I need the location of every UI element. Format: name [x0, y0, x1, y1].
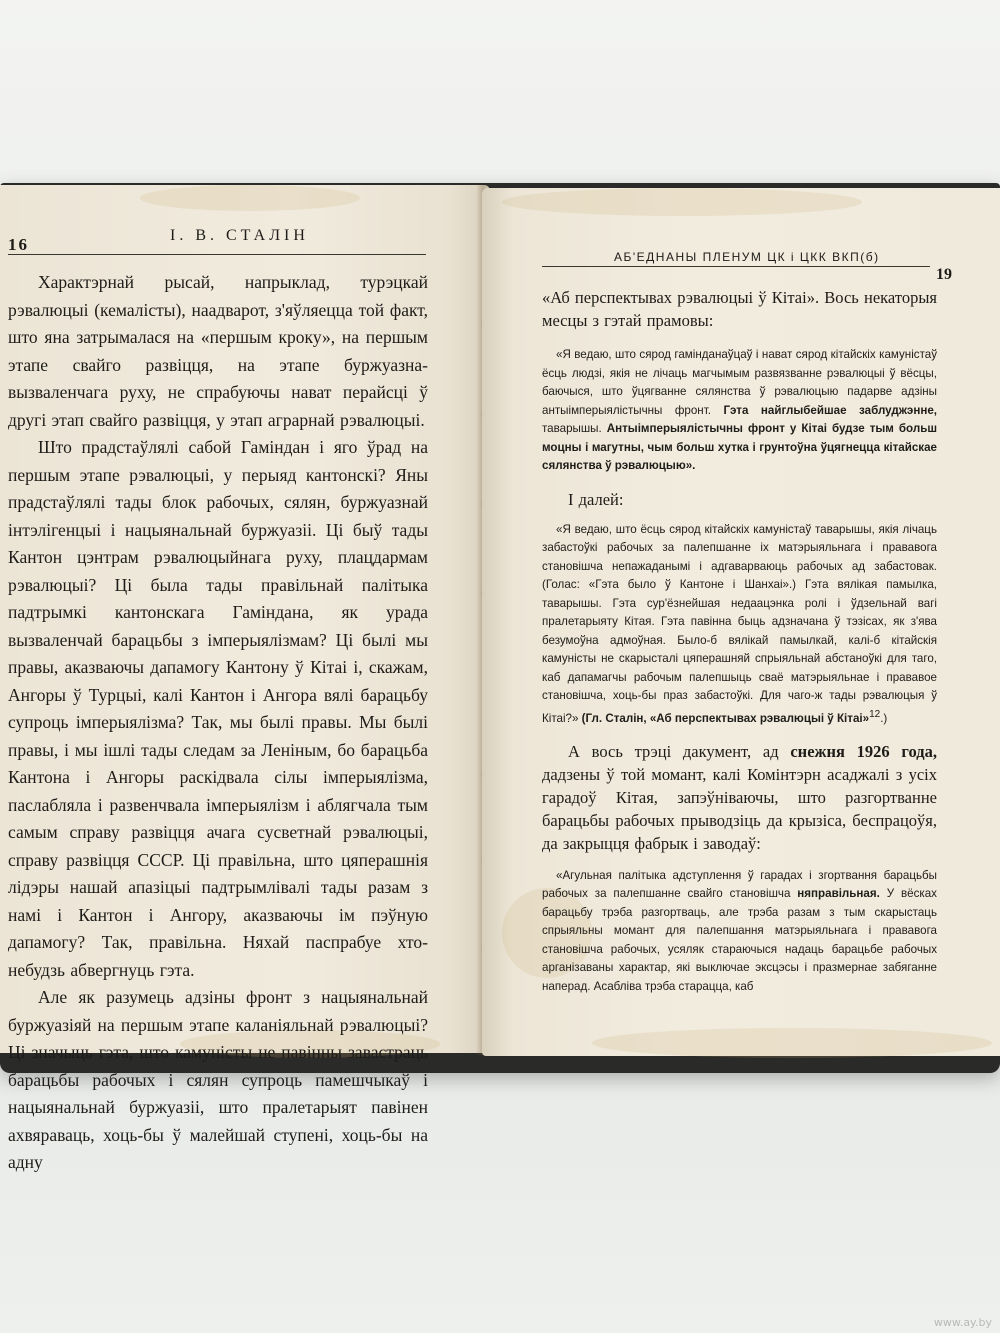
quote-block — [542, 867, 937, 997]
right-page — [482, 188, 1000, 1056]
intro-text: «Аб перспектывах рэвалюцыі ў Кітаі». Вось некаторыя месцы з гэтай прамовы: — [542, 288, 937, 330]
quote-source: (Гл. Сталін, «Аб перспектывах рэвалюцыі ў Кітаі» — [581, 711, 870, 725]
watermark: www.ay.by — [933, 1316, 992, 1329]
paragraph: Але як разумець адзіны фронт з нацыянальнай буржуазіяй на першым этапе каланіяльнай рэвалюцыі? Ці значыць гэта, што камуністы не павінны завастраць барацьбы рабочых і сялян супроць памешчыкаў і нацыянальнай буржуазіі, што пралетарыят павінен ахвяраваць, хоць-бы ў малейшай ступені, хоць-бы на адну — [8, 987, 428, 1172]
quote-text: .) — [880, 711, 888, 725]
left-page — [0, 185, 490, 1172]
paragraph-text: А вось трэці дакумент, ад — [568, 741, 779, 761]
page-stain — [502, 188, 862, 216]
quote-block — [542, 346, 937, 476]
paragraph: Што прадстаўлялі сабой Гаміндан і яго ўрад на першым этапе рэвалюцыі, у перыяд кантонскі? Яны прадстаўлялі тады блок рабочых, сялян, буржуазнай інтэлігенцыі і нацыянальнай буржуазіі. Ці быў тады Кантон цэнтрам рэвалюцыйнага руху, плацдармам рэвалюцыі? Ці была тады правільнай палітыка падтрымкі кантонскага Гаміндана, як урада вызваленчай барацьбы з імперыялізмам? Ці былі мы правы, аказваючы дапамогу Кантону ў Кітаі і, скажам, Ангоры ў Турцыі, калі Кантон і Ангора вялі барацьбу супроць імперыялізма? Так, мы былі правы. Мы былі правы, і мы ішлі тады следам за Леніным, бо барацьба Кантона і Ангоры раскідвала сілы імперыялізма, паслабляла і развенчвала імперыялізм і аблягчала тым самым справу развіцця ачага сусветнай рэвалюцыі, справу развіцця СССР. Ці правільна, што цяперашнія лідэры нашай апазіцыі падтрымлівалі тады разам з намі і Кантон і Ангору, аказваючы ім пэўную дапамогу? Так, правільна. Няхай паспрабуе хто-небудзь абвергнуць гэта. — [8, 437, 428, 980]
left-body-text — [8, 269, 428, 1177]
quote-text: таварышы. — [542, 422, 602, 435]
quote-text: «Я ведаю, што сярод гамінданаўцаў і нават сярод кітайскіх камуністаў ёсць людзі, якія не лічаць магчымым развязванне рэвалюцыі ў вёсцы, баючыся, што ўцягванне сялянства ў рэвалюцыю падарве адзіны антыімперыялістычны фронт. — [542, 348, 937, 417]
date-text: снежня 1926 года, — [790, 741, 937, 761]
quote-bold-text: Гэта найглыбейшае заблуджэнне, — [723, 403, 937, 417]
and-further-text: І далей: — [568, 489, 624, 509]
header-rule — [8, 254, 426, 255]
quote-text: «Агульная палітыка адступлення ў гарадах і згортвання барацьбы рабочых за палепшанне свайго становішча — [542, 868, 937, 901]
quote-text: У вёсках барацьбу трэба разгортваць, але трэба разам з тым скарыстаць спрыяльны момант для палепшання матэрыяльнага і прававога становішча рабочых, усяляк стараючыся надаць барацьбе рабочых арганізаваны характар, які выключае эксцэсы і празмернае забяганне наперад. Асабліва трэба старацца, каб — [542, 887, 937, 993]
quote-block — [542, 521, 937, 728]
quote-text: «Я ведаю, што ёсць сярод кітайскіх камуністаў таварышы, якія лічаць забастоўкі рабочых за палепшанне іх матэрыяльнага і прававога становішча непажаданымі і адгаварваюць рабочых ад забастовак. (Голас: «Гэта было ў Кантоне і Шанхаі».) Гэта вялікая памылка, таварышы. Гэта сур'ёзнейшая недаацэнка ролі і ўдзельнай вагі пралетарыяту Кітая. Гэта павінна быць адзначана ў тэзісах, як з'ява безумоўна адмоўная. Было-б вялікай памылкай, калі-б кітайскія камуністы не скарысталі цяперашняй спрыяльнай абстаноўкі для таго, каб дапамагчы рабочым палепшыць сваё матэрыяльнае і прававое становішча, хоць-бы праз забастоўкі. Для чаго-ж тады рэвалюцыя ў Кітаі?» — [542, 522, 937, 725]
running-head: І. В. СТАЛІН — [170, 227, 309, 244]
paragraph-text: дадзены ў той момант, калі Комінтэрн асаджалі з усіх гарадоў Кітая, запэўніваючы, што разгортванне барацьбы рабочых прыводзіць да крызіса, беспрацоўя, да закрыцця фабрык і заводаў: — [542, 764, 937, 853]
quote-bold-text: няправільная. — [797, 887, 880, 901]
header-rule — [542, 266, 930, 267]
page-number: 19 — [936, 266, 952, 283]
paragraph — [542, 740, 937, 855]
page-number: 16 — [8, 235, 29, 254]
footnote-ref: 12 — [869, 708, 881, 720]
right-body-text — [542, 286, 937, 996]
running-head: АБ'ЕДНАНЫ ПЛЕНУМ ЦК і ЦКК ВКП(б) — [614, 250, 880, 264]
paragraph: Характэрнай рысай, напрыклад, турэцкай рэвалюцыі (кемалісты), наадварот, з'яўляецца той факт, што яна затрымалася на «першым кроку», на першым этапе свайго развіцця, на этапе буржуазна-вызваленчага руху, не спрабуючы нават перайсці ў другі этап свайго развіцця, у этап аграрнай рэвалюцыі. — [8, 272, 428, 430]
page-stain — [592, 1028, 992, 1058]
quote-bold-text: Антыімперыялістычны фронт у Кітаі будзе тым больш моцны і магутны, чым больш хутка і грунтоўна ўцягнецца кітайскае сялянства ў рэвалюцыю». — [542, 422, 937, 472]
page-stain — [140, 185, 360, 211]
